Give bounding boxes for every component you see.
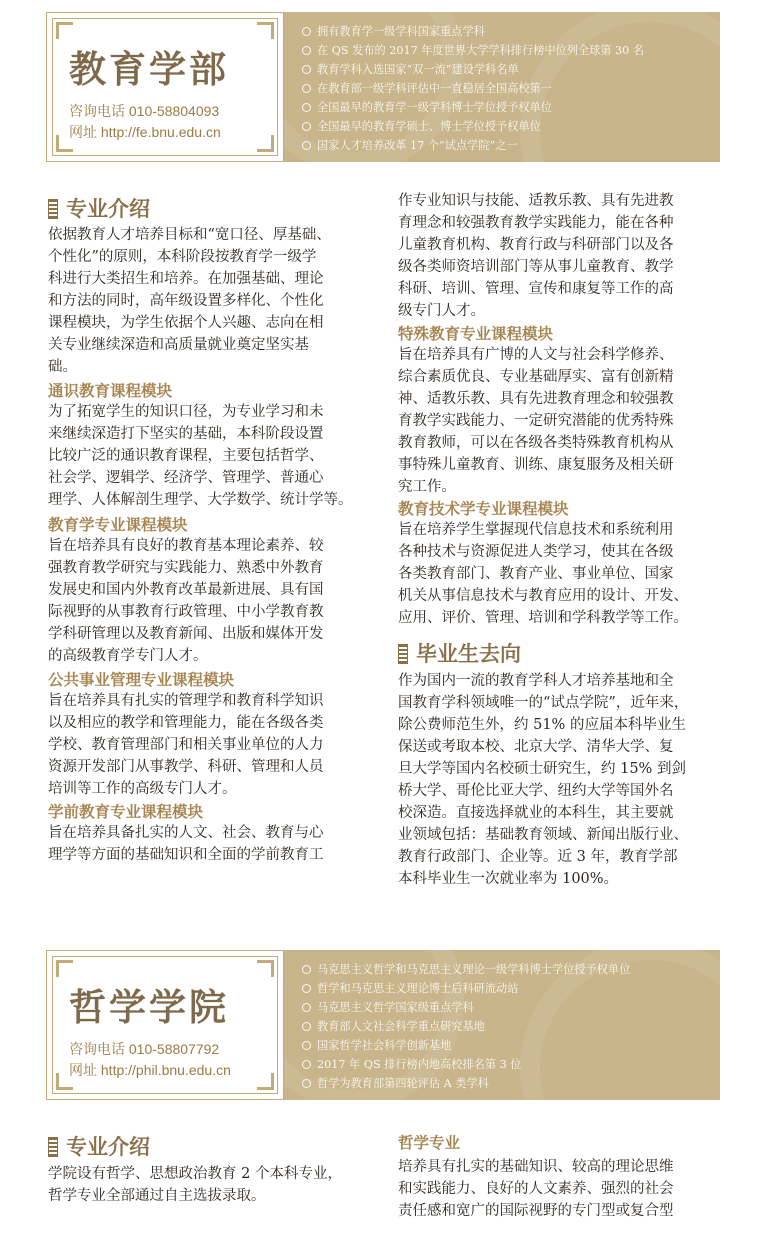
dept-title-card: [46, 12, 284, 162]
website-link[interactable]: 网址 http://phil.bnu.edu.cn: [69, 1062, 231, 1078]
website-link[interactable]: 网址 http://fe.bnu.edu.cn: [69, 124, 221, 140]
module-paragraph-continued: 作专业知识与技能、适教乐教、具有先进教 育理念和较强教育教学实践能力，能在各种 儿童教育机构、教育行政与科研部门以及各 级各类师资培训部门等从事儿童教育、教学 科研、培训、管理、宣传和康复等工作的高 级专门人才。: [398, 193, 674, 319]
section-title-graduates: 毕业生去向: [398, 638, 521, 668]
major-paragraph: 培养具有扎实的基础知识、较高的理论思维 和实践能力、良好的人文素养、强烈的社会 责任感和宽广的国际视野的专门型或复合型: [398, 1159, 674, 1219]
circle-bullet-icon: [302, 122, 311, 131]
circle-bullet-icon: [302, 1022, 311, 1031]
frame-corner: [257, 960, 274, 977]
module-title-ed-tech: 教育技术学专业课程模块: [398, 499, 569, 518]
contact-phone: 咨询电话 010-58804093: [69, 103, 220, 119]
dept-name: 哲学学院: [69, 985, 229, 1029]
frame-corner: [257, 135, 274, 152]
highlight-item: 教育部人文社会科学重点研究基地: [302, 1017, 630, 1036]
highlight-item: 国家哲学社会科学创新基地: [302, 1036, 630, 1055]
module-paragraph: 旨在培养具备扎实的人文、社会、教育与心 理学等方面的基础知识和全面的学前教育工: [48, 825, 324, 863]
highlight-item: 国家人才培养改革 17 个“试点学院”之一: [302, 136, 644, 155]
module-title-special-ed: 特殊教育专业课程模块: [398, 324, 554, 343]
dept-name: 教育学部: [69, 47, 229, 91]
highlights-panel: [284, 12, 720, 162]
highlights-list: [302, 22, 644, 155]
module-paragraph: 为了拓宽学生的知识口径，为专业学习和未 来继续深造打下坚实的基础，本科阶段设置 比较广泛的通识教育课程，主要包括哲学、 社会学、逻辑学、经济学、管理学、普通心 理学、人体解剖生理学、大学数学、统计学等。: [48, 404, 353, 508]
section-marker-icon: [48, 199, 58, 219]
graduates-paragraph: 作为国内一流的教育学科人才培养基地和全 国教育学科领域唯一的“试点学院”，近年来， 除公费师范生外，约 51% 的应届本科毕业生 保送或考取本校、北京大学、清华大学、复 旦大学等国内名校硕士研究生，约 15% 到剑 桥大学、哥伦比亚大学、纽约大学等国外名 校深造。直接选择就业的本科生，其主要就 业领域包括：基础教育领域、新闻出版行业、 教育行政部门、企业等。近 3 年，教育学部 本科毕业生一次就业率为 100%。: [398, 673, 689, 887]
frame-corner: [56, 960, 73, 977]
highlights-panel: [284, 950, 720, 1100]
module-title-preschool: 学前教育专业课程模块: [48, 802, 204, 821]
circle-bullet-icon: [302, 1003, 311, 1012]
intro-paragraph: 依据教育人才培养目标和“宽口径、厚基础、 个性化”的原则，本科阶段按教育学一级学 科进行大类招生和培养。在加强基础、理论 和方法的同时，高年级设置多样化、个性化 课程模块，为学生依据个人兴趣、志向在相 关专业继续深造和高质量就业奠定坚实基 础。: [48, 227, 331, 375]
dept-header-philosophy: [46, 950, 720, 1100]
circle-bullet-icon: [302, 103, 311, 112]
module-paragraph: 旨在培养具有广博的人文与社会科学修养、 综合素质优良、专业基础厚实、富有创新精 神、适教乐教、具有先进教育理念和较强教 育教学实践能力、一定研究潜能的优秀特殊 教育教师，可以在各级各类特殊教育机构从 事特殊儿童教育、训练、康复服务及相关研 究工作。: [398, 347, 674, 495]
highlights-list: [302, 960, 630, 1093]
dept-header-education: [46, 12, 720, 162]
section-marker-icon: [48, 1137, 58, 1157]
frame-corner: [257, 1073, 274, 1090]
module-paragraph: 旨在培养具有扎实的管理学和教育科学知识 以及相应的教学和管理能力，能在各级各类 学校、教育管理部门和相关事业单位的人力 资源开发部门从事教学、科研、管理和人员 培训等工作的高级专门人才。: [48, 693, 324, 797]
module-title-pedagogy: 教育学专业课程模块: [48, 515, 188, 534]
frame-corner: [56, 22, 73, 39]
highlight-item: 马克思主义哲学和马克思主义理论一级学科博士学位授予权单位: [302, 960, 630, 979]
section-title-intro: 专业介绍: [48, 1131, 150, 1161]
circle-bullet-icon: [302, 46, 311, 55]
contact-phone: 咨询电话 010-58807792: [69, 1041, 220, 1057]
module-title-public-admin: 公共事业管理专业课程模块: [48, 670, 235, 689]
highlight-item: 哲学和马克思主义理论博士后科研流动站: [302, 979, 630, 998]
circle-bullet-icon: [302, 84, 311, 93]
highlight-item: 全国最早的教育学一级学科博士学位授予权单位: [302, 98, 644, 117]
circle-bullet-icon: [302, 27, 311, 36]
intro-paragraph: 学院设有哲学、思想政治教育 2 个本科专业， 哲学专业全部通过自主选拔录取。: [48, 1166, 342, 1204]
module-paragraph: 旨在培养具有良好的教育基本理论素养、较 强教育教学研究与实践能力、熟悉中外教育 发展史和国内外教育改革最新进展、具有国 际视野的从事教育行政管理、中小学教育教 学科研管理以及教育新闻、出版和媒体开发 的高级教育学专门人才。: [48, 538, 324, 664]
frame-corner: [257, 22, 274, 39]
major-title-philosophy: 哲学专业: [398, 1133, 461, 1152]
section-marker-icon: [398, 644, 408, 664]
highlight-item: 2017 年 QS 排行榜内地高校排名第 3 位: [302, 1055, 630, 1074]
circle-bullet-icon: [302, 1079, 311, 1088]
dept-title-card: [46, 950, 284, 1100]
circle-bullet-icon: [302, 141, 311, 150]
circle-bullet-icon: [302, 65, 311, 74]
highlight-item: 全国最早的教育学硕士、博士学位授予权单位: [302, 117, 644, 136]
highlight-item: 教育学科入选国家“双一流”建设学科名单: [302, 60, 644, 79]
circle-bullet-icon: [302, 1041, 311, 1050]
highlight-item: 在 QS 发布的 2017 年度世界大学学科排行榜中位列全球第 30 名: [302, 41, 644, 60]
module-paragraph: 旨在培养学生掌握现代信息技术和系统利用 各种技术与资源促进人类学习，使其在各级 各类教育部门、教育产业、事业单位、国家 机关从事信息技术与教育应用的设计、开发、 应用、评价、管理、培训和学科教学等工作。: [398, 522, 688, 626]
highlight-item: 在教育部一级学科评估中一直稳居全国高校第一: [302, 79, 644, 98]
section-title-intro: 专业介绍: [48, 193, 150, 223]
circle-bullet-icon: [302, 984, 311, 993]
highlight-item: 马克思主义哲学国家级重点学科: [302, 998, 630, 1017]
highlight-item: 哲学为教育部第四轮评估 A 类学科: [302, 1074, 630, 1093]
circle-bullet-icon: [302, 1060, 311, 1069]
highlight-item: 拥有教育学一级学科国家重点学科: [302, 22, 644, 41]
module-title-general: 通识教育课程模块: [48, 381, 173, 400]
circle-bullet-icon: [302, 965, 311, 974]
